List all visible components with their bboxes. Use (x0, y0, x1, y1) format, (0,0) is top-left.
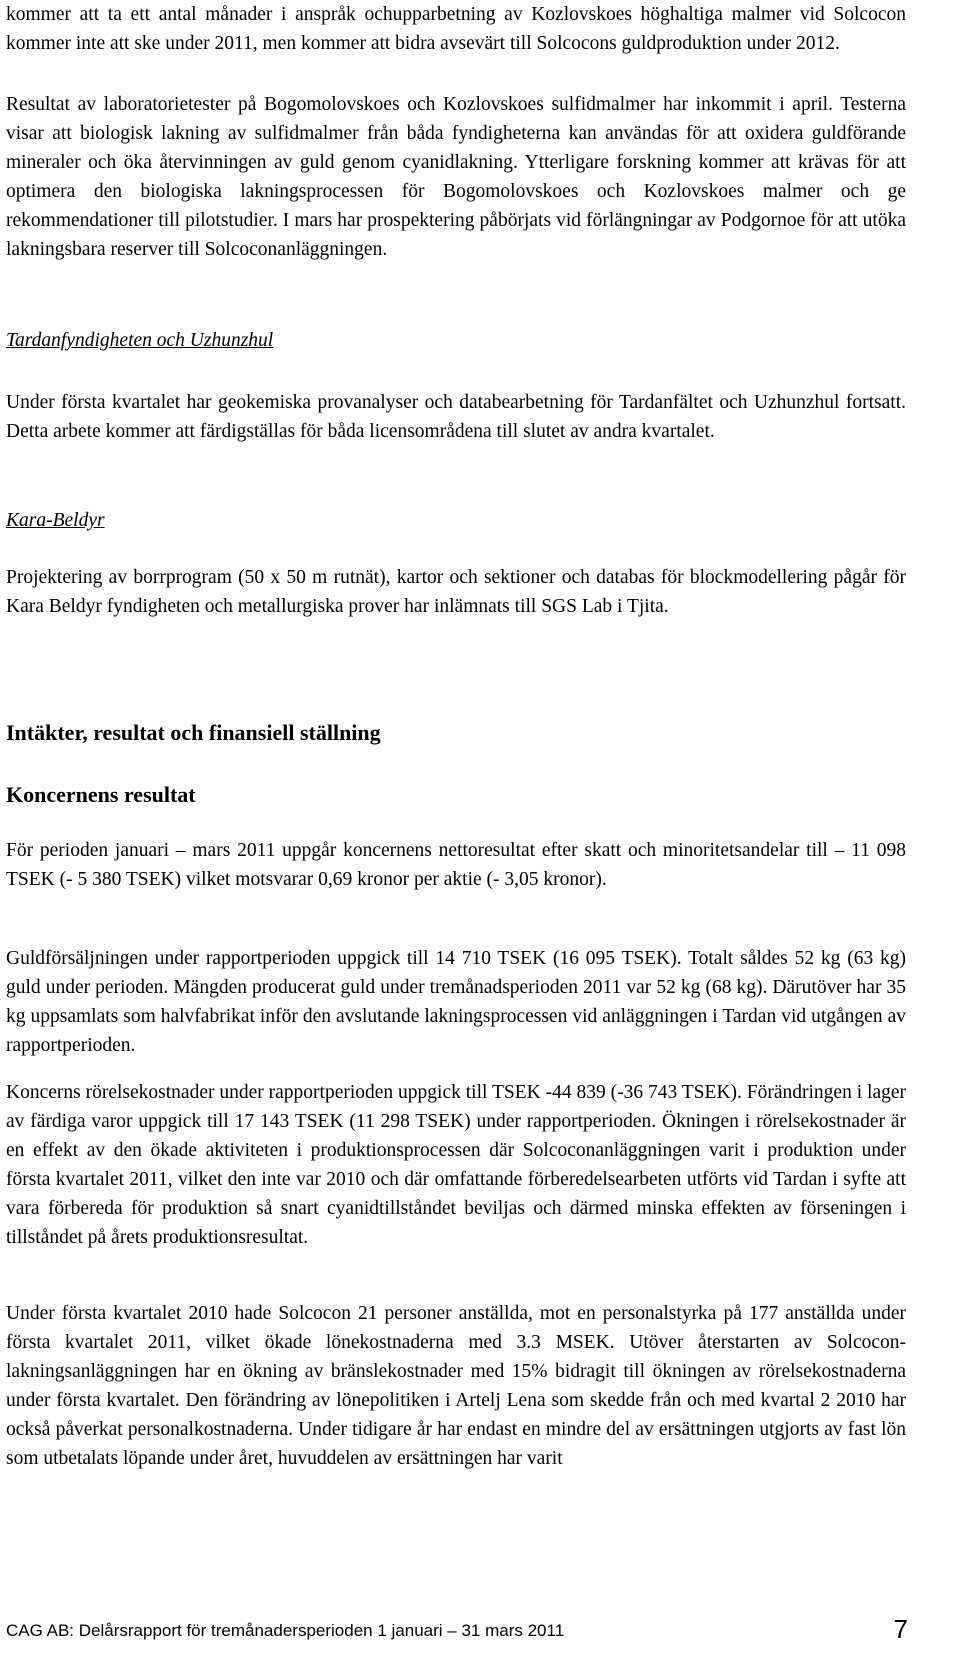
paragraph-gold-sales: Guldförsäljningen under rapportperioden uppgick till 14 710 TSEK (16 095 TSEK). Totalt såldes 52 kg (63 kg) guld under perioden. Mängden producerat guld under tremånadsperioden 2011 var 52 kg (68 kg). Därutöver har 35 kg uppsamlats som halvfabrikat inför den avslutande lakningsprocessen vid anläggningen i Tardan vid utgången av rapportperioden. (6, 948, 906, 1056)
paragraph-personnel: Under första kvartalet 2010 hade Solcocon 21 personer anställda, mot en personalstyrka på 177 anställda under första kvartalet 2011, vilket ökade lönekostnaderna med 3.3 MSEK. Utöver återstarten av Solcocon-lakningsanläggningen har en ökning av bränslekostnader med 15% bidragit till ökningen av rörelsekostnaderna under första kvartalet. Den förändring av lönepolitiken i Artelj Lena som skedde från och med kvartal 2 2010 har också påverkat personalkostnaderna. Under tidigare år har endast en mindre del av ersättningen utgjorts av fast lön som utbetalats löpande under året, huvuddelen av ersättningen har varit (6, 1303, 906, 1469)
paragraph-kara-beldyr: Projektering av borrprogram (50 x 50 m rutnät), kartor och sektioner och databas för blockmodellering pågår för Kara Beldyr fyndigheten och metallurgiska prover har inlämnats till SGS Lab i Tjita. (6, 567, 906, 617)
heading-kara-beldyr: Kara-Beldyr (6, 510, 105, 531)
paragraph-kozlovskoe-processing: kommer att ta ett antal månader i anspråk ochupparbetning av Kozlovskoes höghaltiga malmer vid Solcocon kommer inte att ske under 2011, men kommer att bidra avsevärt till Solcocons guldproduktion under 2012. (6, 4, 906, 54)
footer-title: CAG AB: Delårsrapport för tremånadersperioden 1 januari – 31 mars 2011 (6, 1621, 565, 1640)
page-number: 7 (893, 1614, 908, 1644)
paragraph-lab-results: Resultat av laboratorietester på Bogomolovskoes och Kozlovskoes sulfidmalmer har inkommit i april. Testerna visar att biologisk lakning av sulfidmalmer från båda fyndigheterna kan användas för att oxidera guldförande mineraler och öka återvinningen av guld genom cyanidlakning. Ytterligare forskning kommer att krävas för att optimera den biologiska lakningsprocessen för Bogomolovskoes och Kozlovskoes malmer och ge rekommendationer till pilotstudier. I mars har prospektering påbörjats vid förlängningar av Podgornoe för att utöka lakningsbara reserver till Solcoconanläggningen. (6, 94, 906, 260)
paragraph-tardan: Under första kvartalet har geokemiska provanalyser och databearbetning för Tardanfältet och Uzhunzhul fortsatt. Detta arbete kommer att färdigställas för båda licensområdena till slutet av andra kvartalet. (6, 392, 906, 442)
paragraph-net-result: För perioden januari – mars 2011 uppgår koncernens nettoresultat efter skatt och minoritetsandelar till – 11 098 TSEK (- 5 380 TSEK) vilket motsvarar 0,69 kronor per aktie (- 3,05 kronor). (6, 840, 906, 890)
section-heading: Intäkter, resultat och finansiell ställning (6, 720, 381, 745)
subsection-heading: Koncernens resultat (6, 782, 196, 807)
paragraph-operating-costs: Koncerns rörelsekostnader under rapportperioden uppgick till TSEK -44 839 (-36 743 TSEK). Förändringen i lager av färdiga varor uppgick till 17 143 TSEK (11 298 TSEK) under rapportperioden. Ökningen i rörelsekostnader är en effekt av den ökade aktiviteten i produktionsprocessen där Solcoconanläggningen varit i produktion under första kvartalet 2011, vilket den inte var 2010 och där omfattande förberedelsearbeten utförts vid Tardan i syfte att vara förbereda för produktion så snart cyanidtillståndet beviljas och därmed minska effekten av förseningen i tillståndet på årets produktionsresultat. (6, 1082, 906, 1248)
heading-tardan-uzhunzhul: Tardanfyndigheten och Uzhunzhul (6, 330, 274, 351)
